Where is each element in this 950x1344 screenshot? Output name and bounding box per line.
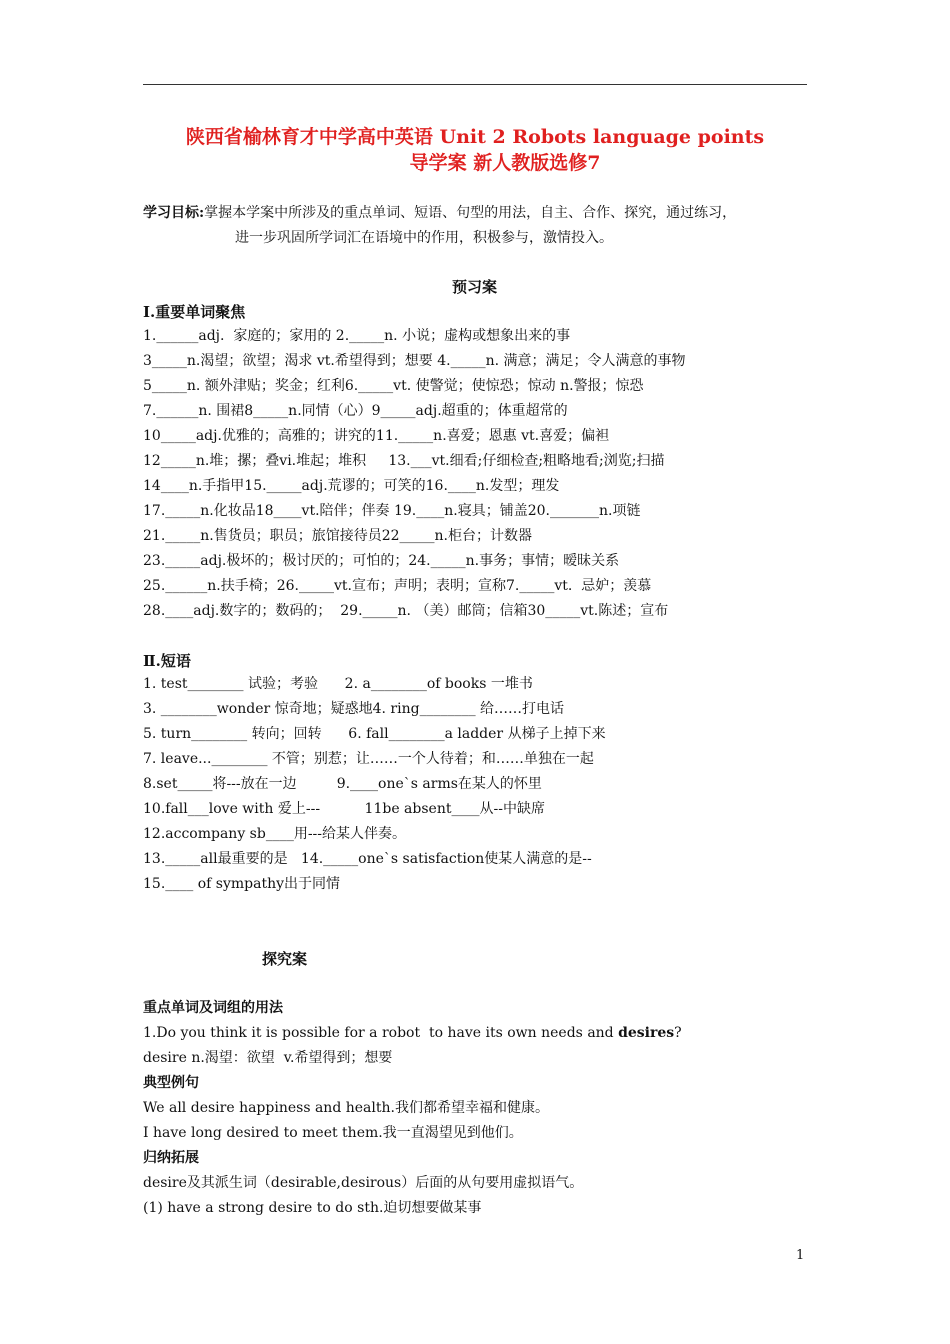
objective-text-line1: 掌握本学案中所涉及的重点单词、短语、句型的用法，自主、合作、探究，通过练习， — [204, 205, 737, 221]
objective-text-line2: 进一步巩固所学词汇在语境中的作用，积极参与，激情投入。 — [235, 230, 613, 246]
summary-line: (1) have a strong desire to do sth.迫切想要做某事 — [143, 1200, 482, 1216]
vocab-line: 7.______n. 围裙8_____n.同情（心）9_____adj.超重的；体重超常的 — [143, 403, 568, 419]
phrase-line: 5. turn________ 转向；回转 6. fall________a ladder 从梯子上掉下来 — [143, 726, 606, 742]
phrase-line: 10.fall___love with 爱上--- 11be absent____从--中缺席 — [143, 801, 545, 817]
vocab-line: 21._____n.售货员；职员；旅馆接待员22_____n.柜台；计数器 — [143, 528, 533, 544]
phrase-line: 7. leave...________ 不管；别惹；让……一个人待着；和……单独在一起 — [143, 751, 594, 767]
vocab-line: 23._____adj.极坏的；极讨厌的；可怕的；24._____n.事务；事情；暧昧关系 — [143, 553, 620, 569]
page-number: 1 — [796, 1248, 805, 1263]
document-title-line1: 陕西省榆林育才中学高中英语 Unit 2 Robots language points — [185, 126, 765, 148]
question-1 — [143, 1021, 823, 1046]
summary-heading: 归纳拓展 — [143, 1150, 199, 1166]
phrase-line: 13._____all最重要的是 14._____one`s satisfaction使某人满意的是-- — [143, 851, 592, 867]
vocab-line: 28.____adj.数字的；数码的； 29._____n. （美）邮筒；信箱30_____vt.陈述；宣布 — [143, 603, 669, 619]
learning-objective — [143, 201, 813, 251]
objective-label: 学习目标: — [143, 205, 205, 221]
question-1-end: ? — [674, 1025, 682, 1041]
phrase-heading: Ⅱ.短语 — [143, 652, 191, 670]
explore-heading: 探究案 — [262, 950, 308, 968]
vocab-line: 3_____n.渴望；欲望；渴求 vt.希望得到；想要 4._____n. 满意；满足；令人满意的事物 — [143, 353, 686, 369]
vocab-list — [143, 324, 823, 624]
phrase-line: 3. ________wonder 惊奇地；疑惑地4. ring________ 给……打电话 — [143, 701, 565, 717]
document-title-line2: 导学案 新人教版选修7 — [409, 152, 601, 174]
preview-heading: 预习案 — [452, 278, 498, 296]
question-1-text: 1.Do you think it is possible for a robot to have its own needs and — [143, 1025, 619, 1041]
question-1-keyword: desires — [618, 1025, 675, 1041]
vocab-line: 5_____n. 额外津贴；奖金；红利6._____vt. 使警觉；使惊恐；惊动 n.警报；惊恐 — [143, 378, 644, 394]
vocab-line: 1.______adj. 家庭的；家用的 2._____n. 小说；虚构或想象出来的事 — [143, 328, 571, 344]
summary-line: desire及其派生词（desirable,desirous）后面的从句要用虚拟语气。 — [143, 1175, 584, 1191]
header-rule — [143, 84, 807, 85]
explore-section — [143, 996, 823, 1221]
vocab-heading: Ⅰ.重要单词聚焦 — [143, 303, 246, 321]
phrase-list — [143, 672, 823, 897]
phrase-line: 12.accompany sb____用---给某人伴奏。 — [143, 826, 407, 842]
examples-heading: 典型例句 — [143, 1075, 199, 1091]
desire-definition: desire n.渴望：欲望 v.希望得到；想要 — [143, 1050, 393, 1066]
phrase-line: 15.____ of sympathy出于同情 — [143, 876, 341, 892]
example-sentence: I have long desired to meet them.我一直渴望见到他们。 — [143, 1125, 523, 1141]
vocab-line: 17._____n.化妆品18____vt.陪伴；伴奏 19.____n.寝具；铺盖20._______n.项链 — [143, 503, 641, 519]
usage-heading: 重点单词及词组的用法 — [143, 1000, 283, 1016]
vocab-line: 10_____adj.优雅的；高雅的；讲究的11._____n.喜爱；恩惠 vt.喜爱；偏袒 — [143, 428, 610, 444]
vocab-line: 14____n.手指甲15._____adj.荒谬的；可笑的16.____n.发型；理发 — [143, 478, 560, 494]
phrase-line: 8.set_____将---放在一边 9.____one`s arms在某人的怀里 — [143, 776, 542, 792]
phrase-line: 1. test________ 试验；考验 2. a________of books 一堆书 — [143, 676, 533, 692]
vocab-line: 25.______n.扶手椅；26._____vt.宣布；声明；表明；宣称7._____vt. 忌妒；羡慕 — [143, 578, 652, 594]
example-sentence: We all desire happiness and health.我们都希望幸福和健康。 — [143, 1100, 549, 1116]
vocab-line: 12_____n.堆；摞；叠vi.堆起；堆积 13.___vt.细看;仔细检查;粗略地看;浏览;扫描 — [143, 453, 665, 469]
